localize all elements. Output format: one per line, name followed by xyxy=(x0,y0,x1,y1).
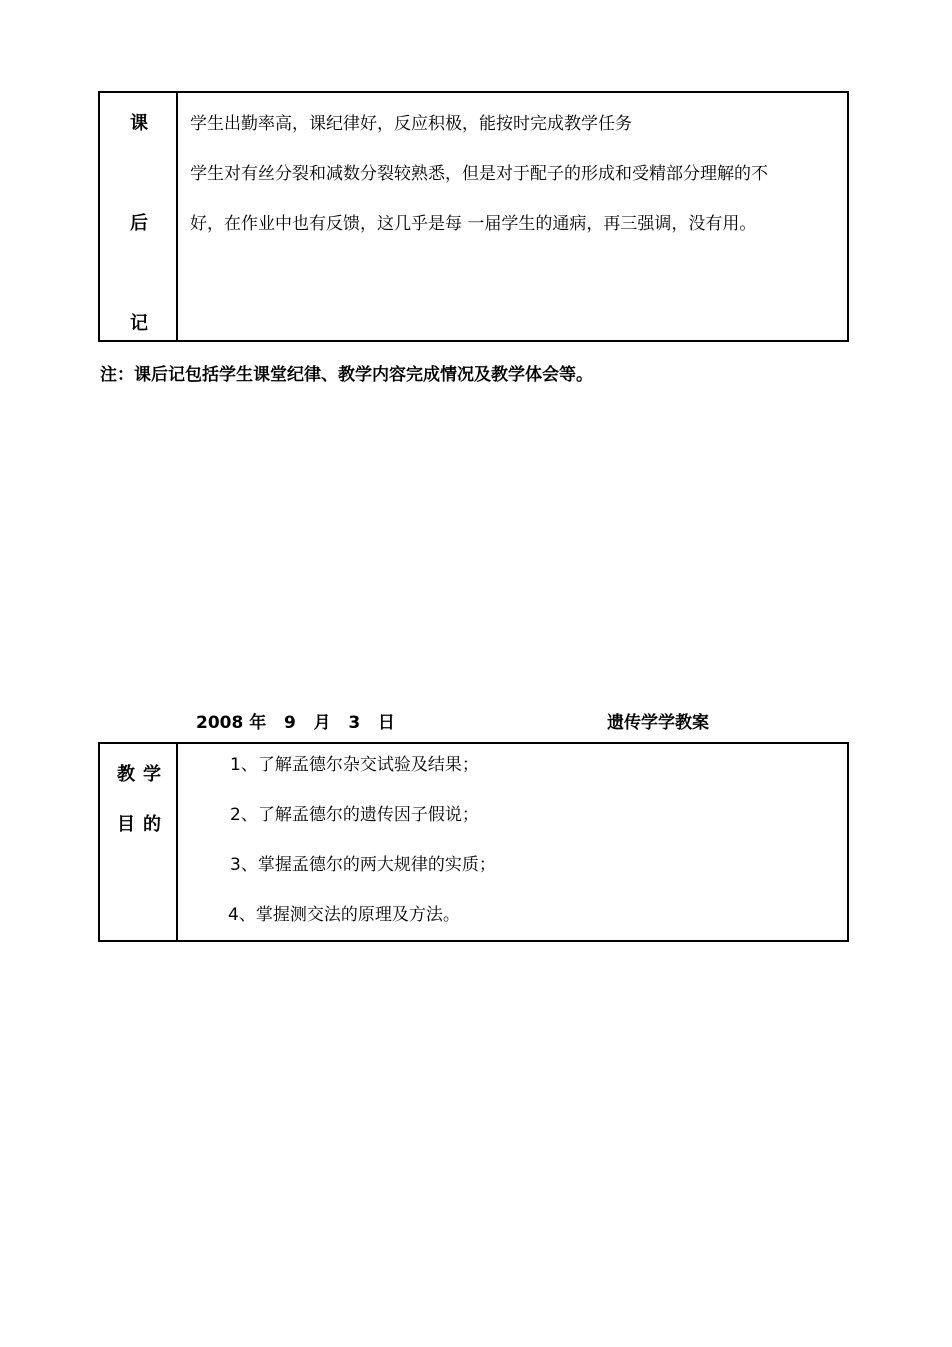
after-class-notes-table xyxy=(98,91,849,342)
objectives-content-cell xyxy=(178,744,847,940)
after-class-line-1: 学生出勤率高，课纪律好，反应积极，能按时完成教学任务 xyxy=(190,114,632,134)
after-class-content-cell xyxy=(178,93,847,340)
objectives-label-line-1: 教学 xyxy=(117,764,169,785)
objectives-label-line-2: 目的 xyxy=(117,814,169,835)
lesson-plan-title: 遗传学学教案 xyxy=(607,713,709,733)
after-class-label-char-1: 课 xyxy=(130,113,148,134)
objective-item-1: 1、了解孟德尔杂交试验及结果； xyxy=(230,755,479,775)
after-class-line-3: 好，在作业中也有反馈，这几乎是每 一届学生的通病，再三强调，没有用。 xyxy=(190,214,757,234)
footnote: 注：课后记包括学生课堂纪律、教学内容完成情况及教学体会等。 xyxy=(100,365,593,385)
after-class-label-char-2: 后 xyxy=(130,213,148,234)
objectives-label-cell xyxy=(100,744,178,940)
after-class-line-2: 学生对有丝分裂和减数分裂较熟悉，但是对于配子的形成和受精部分理解的不 xyxy=(190,164,768,184)
objective-item-2: 2、了解孟德尔的遗传因子假说； xyxy=(230,805,479,825)
lesson-date: 2008 年 9 月 3 日 xyxy=(196,713,395,733)
after-class-label-char-3: 记 xyxy=(130,313,148,334)
objective-item-3: 3、掌握孟德尔的两大规律的实质； xyxy=(230,855,496,875)
after-class-label-cell xyxy=(100,93,178,340)
objective-item-4: 4、掌握测交法的原理及方法。 xyxy=(228,905,460,925)
teaching-objectives-table xyxy=(98,742,849,942)
